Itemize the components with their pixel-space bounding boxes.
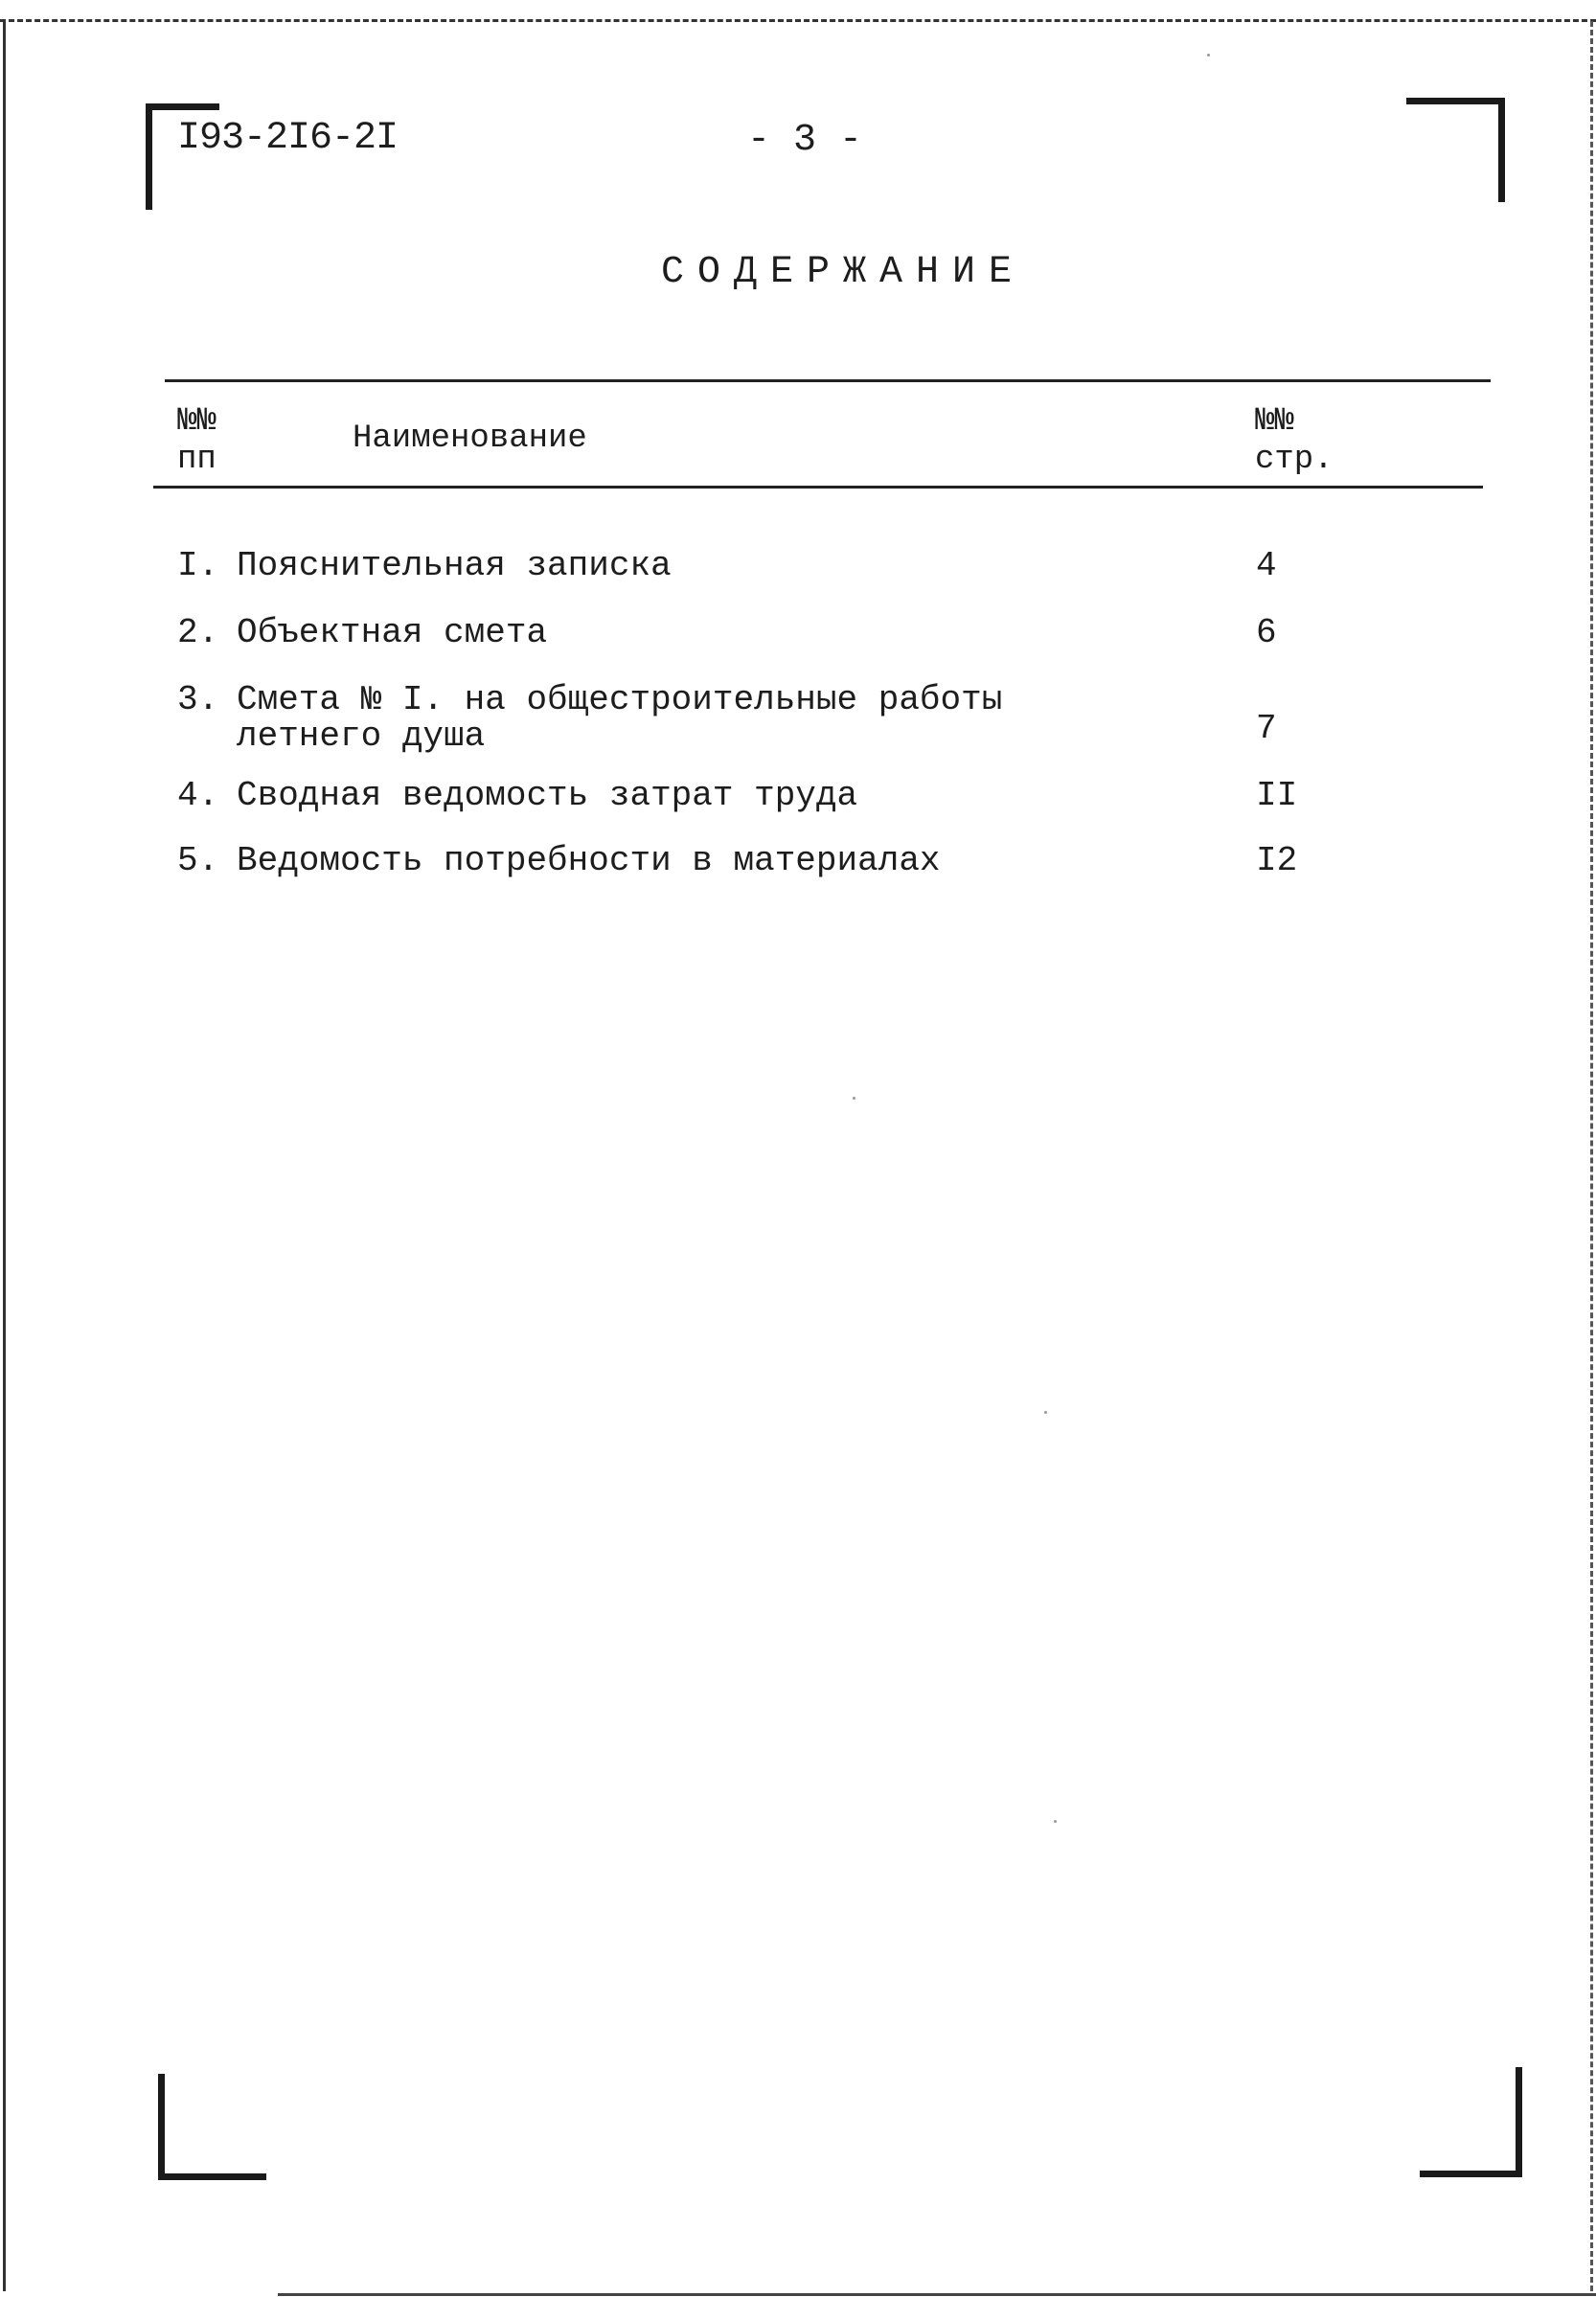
column-header-name: Наименование [353,421,587,457]
document-code: I93-2I6-2I [177,117,399,160]
page-border-left [3,21,6,2291]
row-name: Ведомость потребности в материалах [237,841,941,880]
row-page: 6 [1256,613,1277,652]
table-header-rule [153,486,1483,489]
corner-mark-top-right [1406,98,1505,202]
scan-speck [853,1097,855,1100]
corner-mark-bottom-right [1420,2067,1522,2177]
row-name: Смета № I. на общестроительные работы летнего душа [237,680,1003,756]
column-header-page: №№ стр. [1255,403,1334,478]
row-page: 7 [1256,709,1277,748]
row-number: 4. [177,776,219,815]
corner-mark-bottom-left [158,2074,266,2180]
row-page: II [1256,776,1298,815]
row-name: Пояснительная записка [237,546,672,585]
row-number: 5. [177,841,219,880]
table-row [177,682,1423,759]
scan-speck [1044,1411,1047,1414]
row-number: 3. [177,680,219,719]
row-name: Сводная ведомость затрат труда [237,776,858,815]
scan-speck [1207,54,1210,57]
row-number: 2. [177,613,219,652]
page-title: СОДЕРЖАНИЕ [661,251,1026,294]
page-border-right [1590,21,1593,2291]
page-number: - 3 - [747,119,863,162]
row-number: I. [177,546,219,585]
column-header-number: №№ пп [177,403,217,478]
table-top-rule [165,379,1491,382]
row-page: I2 [1256,841,1298,880]
page-border-bottom [278,2293,1596,2296]
row-page: 4 [1256,546,1277,585]
scan-speck [1054,1820,1057,1823]
row-name: Объектная смета [237,613,548,652]
page-border-top [0,19,1596,22]
